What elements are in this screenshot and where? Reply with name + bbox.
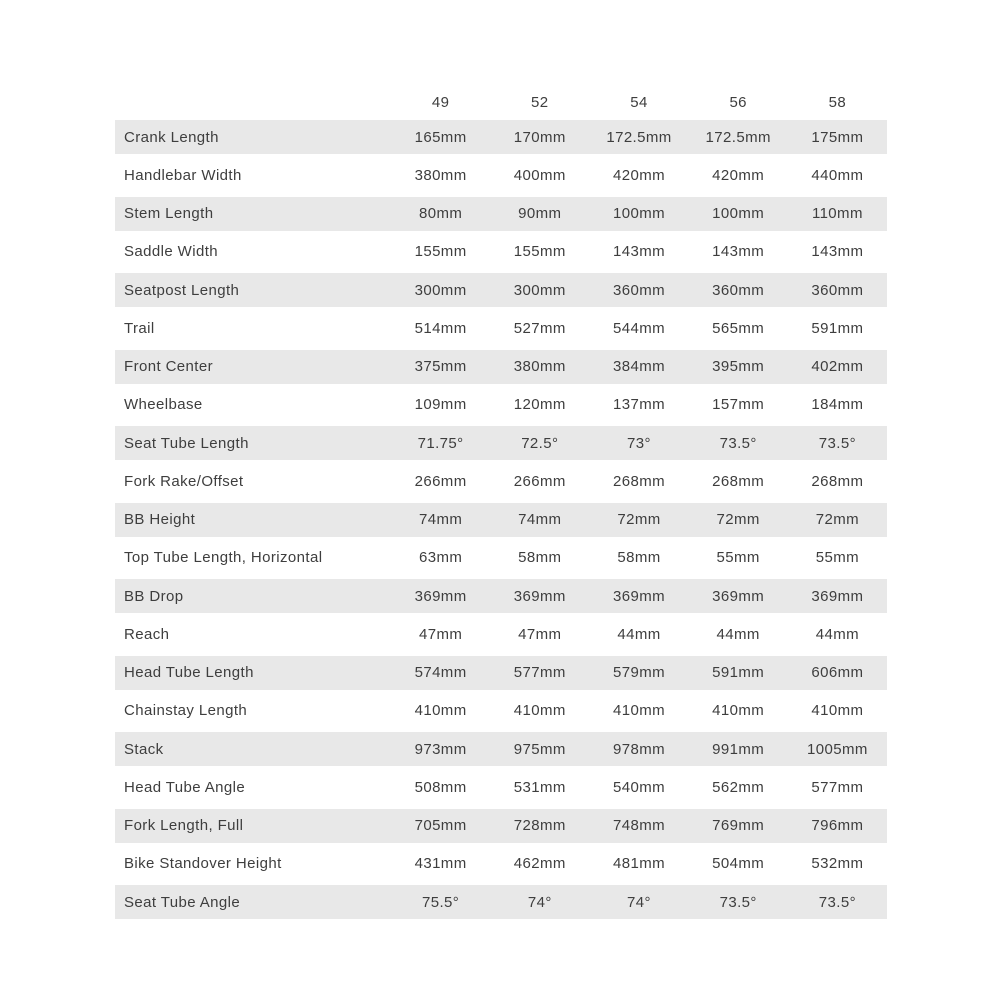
row-label: Trail [124, 319, 155, 337]
cell-value: 74° [627, 893, 651, 911]
cell-value: 72mm [815, 511, 860, 529]
cell-value: 540mm [612, 778, 665, 796]
table-row [115, 768, 887, 806]
table-body [115, 118, 887, 921]
table-row [115, 156, 887, 194]
cell-value: 120mm [513, 396, 566, 414]
cell-value: 380mm [513, 358, 566, 376]
cell-value: 155mm [513, 243, 566, 261]
row-label: Seat Tube Angle [124, 893, 241, 911]
cell-value: 170mm [513, 128, 566, 146]
cell-value: 184mm [811, 396, 864, 414]
row-label: Stack [124, 740, 164, 758]
row-label: Handlebar Width [124, 166, 242, 184]
table-row [115, 462, 887, 500]
cell-value: 73.5° [719, 893, 757, 911]
cell-value: 579mm [612, 664, 665, 682]
cell-value: 420mm [712, 166, 765, 184]
column-header-49: 49 [431, 94, 450, 111]
cell-value: 143mm [612, 243, 665, 261]
cell-value: 80mm [418, 205, 463, 223]
table-row [115, 654, 887, 692]
cell-value: 574mm [414, 664, 467, 682]
cell-value: 591mm [712, 664, 765, 682]
cell-value: 384mm [612, 358, 665, 376]
table-row [115, 577, 887, 615]
cell-value: 431mm [414, 855, 467, 873]
cell-value: 175mm [811, 128, 864, 146]
row-label: Wheelbase [124, 396, 203, 414]
cell-value: 1005mm [807, 740, 868, 758]
cell-value: 577mm [513, 664, 566, 682]
cell-value: 591mm [811, 319, 864, 337]
row-label: Head Tube Angle [124, 778, 246, 796]
table-row [115, 195, 887, 233]
table-row [115, 424, 887, 462]
row-label: Fork Length, Full [124, 817, 244, 835]
cell-value: 266mm [513, 472, 566, 490]
cell-value: 165mm [414, 128, 467, 146]
cell-value: 172.5mm [705, 128, 771, 146]
cell-value: 462mm [513, 855, 566, 873]
cell-value: 268mm [811, 472, 864, 490]
cell-value: 400mm [513, 166, 566, 184]
cell-value: 991mm [712, 740, 765, 758]
table-row [115, 348, 887, 386]
cell-value: 72mm [617, 511, 661, 529]
cell-value: 514mm [414, 319, 467, 337]
cell-value: 73° [627, 434, 651, 452]
cell-value: 410mm [414, 702, 467, 720]
cell-value: 527mm [513, 319, 566, 337]
row-label: Top Tube Length, Horizontal [124, 549, 323, 567]
column-header-54: 54 [630, 94, 648, 111]
row-label: Chainstay Length [124, 702, 248, 720]
cell-value: 728mm [513, 817, 566, 835]
row-label: Seat Tube Length [124, 434, 249, 452]
table-row [115, 309, 887, 347]
cell-value: 73.5° [719, 434, 757, 452]
cell-value: 72.5° [521, 434, 559, 452]
cell-value: 380mm [414, 166, 467, 184]
cell-value: 369mm [811, 587, 864, 605]
cell-value: 532mm [811, 855, 864, 873]
cell-value: 375mm [414, 358, 467, 376]
column-header-58: 58 [828, 94, 847, 111]
cell-value: 369mm [612, 587, 665, 605]
row-label: Bike Standover Height [124, 855, 282, 873]
cell-value: 58mm [518, 549, 562, 567]
row-label: Stem Length [124, 205, 214, 223]
cell-value: 796mm [811, 817, 864, 835]
cell-value: 73.5° [818, 893, 856, 911]
table-row [115, 271, 887, 309]
table-row [115, 539, 887, 577]
cell-value: 508mm [414, 778, 467, 796]
cell-value: 73.5° [818, 434, 856, 452]
cell-value: 369mm [513, 587, 566, 605]
size-header-row [115, 87, 887, 118]
cell-value: 268mm [612, 472, 665, 490]
cell-value: 100mm [612, 205, 665, 223]
cell-value: 268mm [712, 472, 765, 490]
cell-value: 44mm [716, 625, 760, 643]
cell-value: 395mm [712, 358, 765, 376]
cell-value: 769mm [712, 817, 765, 835]
cell-value: 300mm [414, 281, 467, 299]
table-row [115, 501, 887, 539]
cell-value: 63mm [418, 549, 463, 567]
cell-value: 369mm [712, 587, 765, 605]
cell-value: 44mm [617, 625, 661, 643]
cell-value: 606mm [811, 664, 864, 682]
cell-value: 172.5mm [606, 128, 672, 146]
cell-value: 410mm [612, 702, 665, 720]
cell-value: 975mm [513, 740, 566, 758]
cell-value: 369mm [414, 587, 467, 605]
column-header-56: 56 [729, 94, 747, 111]
cell-value: 143mm [811, 243, 864, 261]
cell-value: 110mm [811, 205, 863, 223]
row-label: Crank Length [124, 128, 219, 146]
cell-value: 360mm [612, 281, 665, 299]
table-row [115, 730, 887, 768]
cell-value: 360mm [811, 281, 864, 299]
row-label: Saddle Width [124, 243, 219, 261]
cell-value: 157mm [712, 396, 765, 414]
table-row [115, 615, 887, 653]
cell-value: 72mm [716, 511, 760, 529]
table-row [115, 845, 887, 883]
cell-value: 109mm [414, 396, 467, 414]
cell-value: 266mm [414, 472, 467, 490]
cell-value: 143mm [712, 243, 765, 261]
column-header-52: 52 [531, 94, 549, 111]
cell-value: 55mm [716, 549, 760, 567]
table-row [115, 386, 887, 424]
cell-value: 577mm [811, 778, 864, 796]
cell-value: 481mm [612, 855, 665, 873]
cell-value: 47mm [518, 625, 562, 643]
cell-value: 55mm [815, 549, 860, 567]
row-label: BB Drop [124, 587, 184, 605]
row-label: Seatpost Length [124, 281, 240, 299]
row-label: BB Height [124, 511, 196, 529]
cell-value: 58mm [617, 549, 661, 567]
cell-value: 410mm [513, 702, 566, 720]
cell-value: 565mm [712, 319, 765, 337]
cell-value: 410mm [712, 702, 765, 720]
table-row [115, 233, 887, 271]
cell-value: 44mm [815, 625, 860, 643]
table-row [115, 807, 887, 845]
table-row [115, 883, 887, 921]
cell-value: 410mm [811, 702, 864, 720]
row-label: Fork Rake/Offset [124, 472, 244, 490]
cell-value: 74mm [418, 511, 463, 529]
cell-value: 440mm [811, 166, 864, 184]
row-label: Front Center [124, 358, 213, 376]
cell-value: 137mm [612, 396, 665, 414]
cell-value: 504mm [712, 855, 765, 873]
cell-value: 360mm [712, 281, 765, 299]
bike-geometry-table [115, 87, 887, 921]
cell-value: 74mm [518, 511, 562, 529]
cell-value: 748mm [612, 817, 665, 835]
table-row [115, 118, 887, 156]
cell-value: 562mm [712, 778, 765, 796]
cell-value: 300mm [513, 281, 566, 299]
cell-value: 973mm [414, 740, 467, 758]
cell-value: 100mm [712, 205, 765, 223]
cell-value: 705mm [414, 817, 467, 835]
cell-value: 531mm [513, 778, 566, 796]
cell-value: 75.5° [421, 893, 460, 911]
cell-value: 978mm [612, 740, 665, 758]
cell-value: 71.75° [417, 434, 464, 452]
row-label: Head Tube Length [124, 664, 254, 682]
row-label: Reach [124, 625, 170, 643]
cell-value: 402mm [811, 358, 864, 376]
cell-value: 155mm [414, 243, 467, 261]
cell-value: 544mm [612, 319, 665, 337]
cell-value: 420mm [612, 166, 665, 184]
table-row [115, 692, 887, 730]
cell-value: 90mm [518, 205, 562, 223]
cell-value: 47mm [418, 625, 463, 643]
cell-value: 74° [527, 893, 552, 911]
